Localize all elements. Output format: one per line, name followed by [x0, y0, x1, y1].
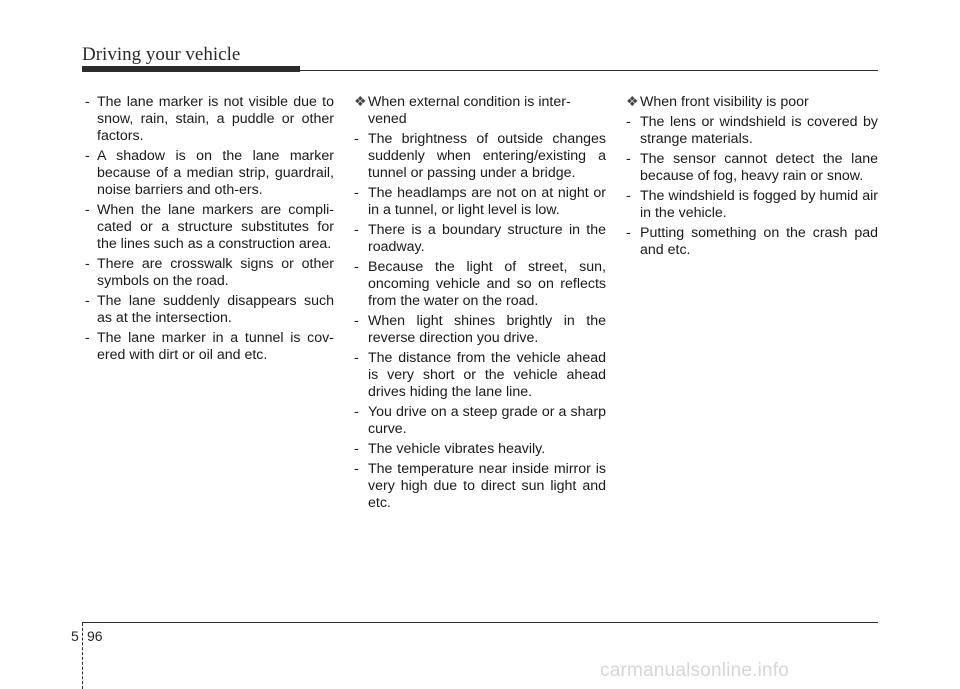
dash-bullet: - — [626, 188, 631, 204]
dash-bullet: - — [626, 225, 631, 241]
dash-bullet: - — [85, 330, 90, 346]
list-item-text: The sensor cannot detect the lane because of fog, heavy rain or snow. — [640, 151, 878, 184]
list-item-text: The lane marker is not visible due to snow, rain, stain, a puddle or other factors. — [97, 94, 334, 144]
list-item-text: You drive on a steep grade or a sharp curve. — [368, 404, 606, 437]
list-item — [626, 114, 878, 148]
list-item — [354, 404, 606, 438]
list-item — [626, 188, 878, 222]
dash-bullet: - — [85, 293, 90, 309]
list-item — [82, 148, 334, 199]
footer-divider — [82, 623, 83, 689]
list-item — [354, 461, 606, 512]
list-item-text: The temperature near inside mirror is very high due to direct sun light and etc. — [368, 461, 606, 511]
list-item — [354, 441, 606, 458]
list-item-text: There are crosswalk signs or other symbols on the road. — [97, 256, 334, 289]
list-item-text: The distance from the vehicle ahead is very short or the vehicle ahead drives hiding the lane line. — [368, 350, 606, 400]
dash-bullet: - — [354, 350, 359, 366]
list-item — [82, 330, 334, 364]
list-item-text: Putting something on the crash pad and etc. — [640, 225, 878, 258]
page-number: 96 — [87, 628, 103, 644]
header-bar-thick — [82, 66, 300, 72]
column-left — [82, 94, 334, 367]
list-item — [354, 222, 606, 256]
list-item — [626, 225, 878, 259]
list-item — [82, 94, 334, 145]
dash-bullet: - — [354, 461, 359, 477]
list-item-text: When light shines brightly in the reverse direction you drive. — [368, 313, 606, 346]
list-item-text: The windshield is fogged by humid air in the vehicle. — [640, 188, 878, 221]
dash-bullet: - — [85, 148, 90, 164]
section-heading-text: When external condition is inter-vened — [368, 94, 571, 127]
external-condition-list — [354, 131, 606, 512]
list-item-text: The lens or windshield is covered by strange materials. — [640, 114, 878, 147]
header-rule — [300, 70, 878, 71]
list-item — [354, 259, 606, 310]
list-item-text: The lane marker in a tunnel is cov-ered with dirt or oil and etc. — [97, 330, 334, 363]
dash-bullet: - — [354, 441, 359, 457]
dash-bullet: - — [85, 256, 90, 272]
dash-bullet: - — [354, 313, 359, 329]
list-item — [82, 256, 334, 290]
list-item — [626, 151, 878, 185]
section-heading-text: When front visibility is poor — [640, 94, 809, 110]
dash-bullet: - — [354, 185, 359, 201]
dash-bullet: - — [354, 131, 359, 147]
list-item — [354, 350, 606, 401]
list-item — [354, 185, 606, 219]
list-item-text: The vehicle vibrates heavily. — [368, 441, 546, 457]
dash-bullet: - — [85, 202, 90, 218]
list-item-text: The lane suddenly disappears such as at the intersection. — [97, 293, 334, 326]
dash-bullet: - — [354, 259, 359, 275]
list-item-text: When the lane markers are compli-cated or a structure substitutes for the lines such as a construction area. — [97, 202, 334, 252]
list-item-text: Because the light of street, sun, oncoming vehicle and so on reflects from the water on the road. — [368, 259, 606, 309]
chapter-number: 5 — [71, 628, 79, 644]
dash-bullet: - — [626, 114, 631, 130]
dash-bullet: - — [354, 222, 359, 238]
watermark: carmanualsonline.info — [600, 660, 790, 681]
list-item-text: There is a boundary structure in the roadway. — [368, 222, 606, 255]
list-item-text: The brightness of outside changes suddenly when entering/existing a tunnel or passing under a bridge. — [368, 131, 606, 181]
section-heading-external-condition — [354, 94, 606, 128]
list-item — [82, 293, 334, 327]
diamond-bullet-icon: ❖ — [626, 94, 639, 110]
list-item-text: A shadow is on the lane marker because of a median strip, guardrail, noise barriers and oth-ers. — [97, 148, 334, 198]
dash-bullet: - — [354, 404, 359, 420]
list-item — [82, 202, 334, 253]
footer-rule — [82, 622, 878, 623]
list-item — [354, 313, 606, 347]
dash-bullet: - — [85, 94, 90, 110]
list-item — [354, 131, 606, 182]
diamond-bullet-icon: ❖ — [354, 94, 367, 110]
front-visibility-list — [626, 114, 878, 259]
section-heading-front-visibility — [626, 94, 878, 111]
page-header-title: Driving your vehicle — [82, 44, 241, 65]
list-item-text: The headlamps are not on at night or in a tunnel, or light level is low. — [368, 185, 606, 218]
dash-bullet: - — [626, 151, 631, 167]
column-right — [626, 94, 878, 262]
column-middle — [354, 94, 606, 515]
lane-marker-condition-list — [82, 94, 334, 364]
